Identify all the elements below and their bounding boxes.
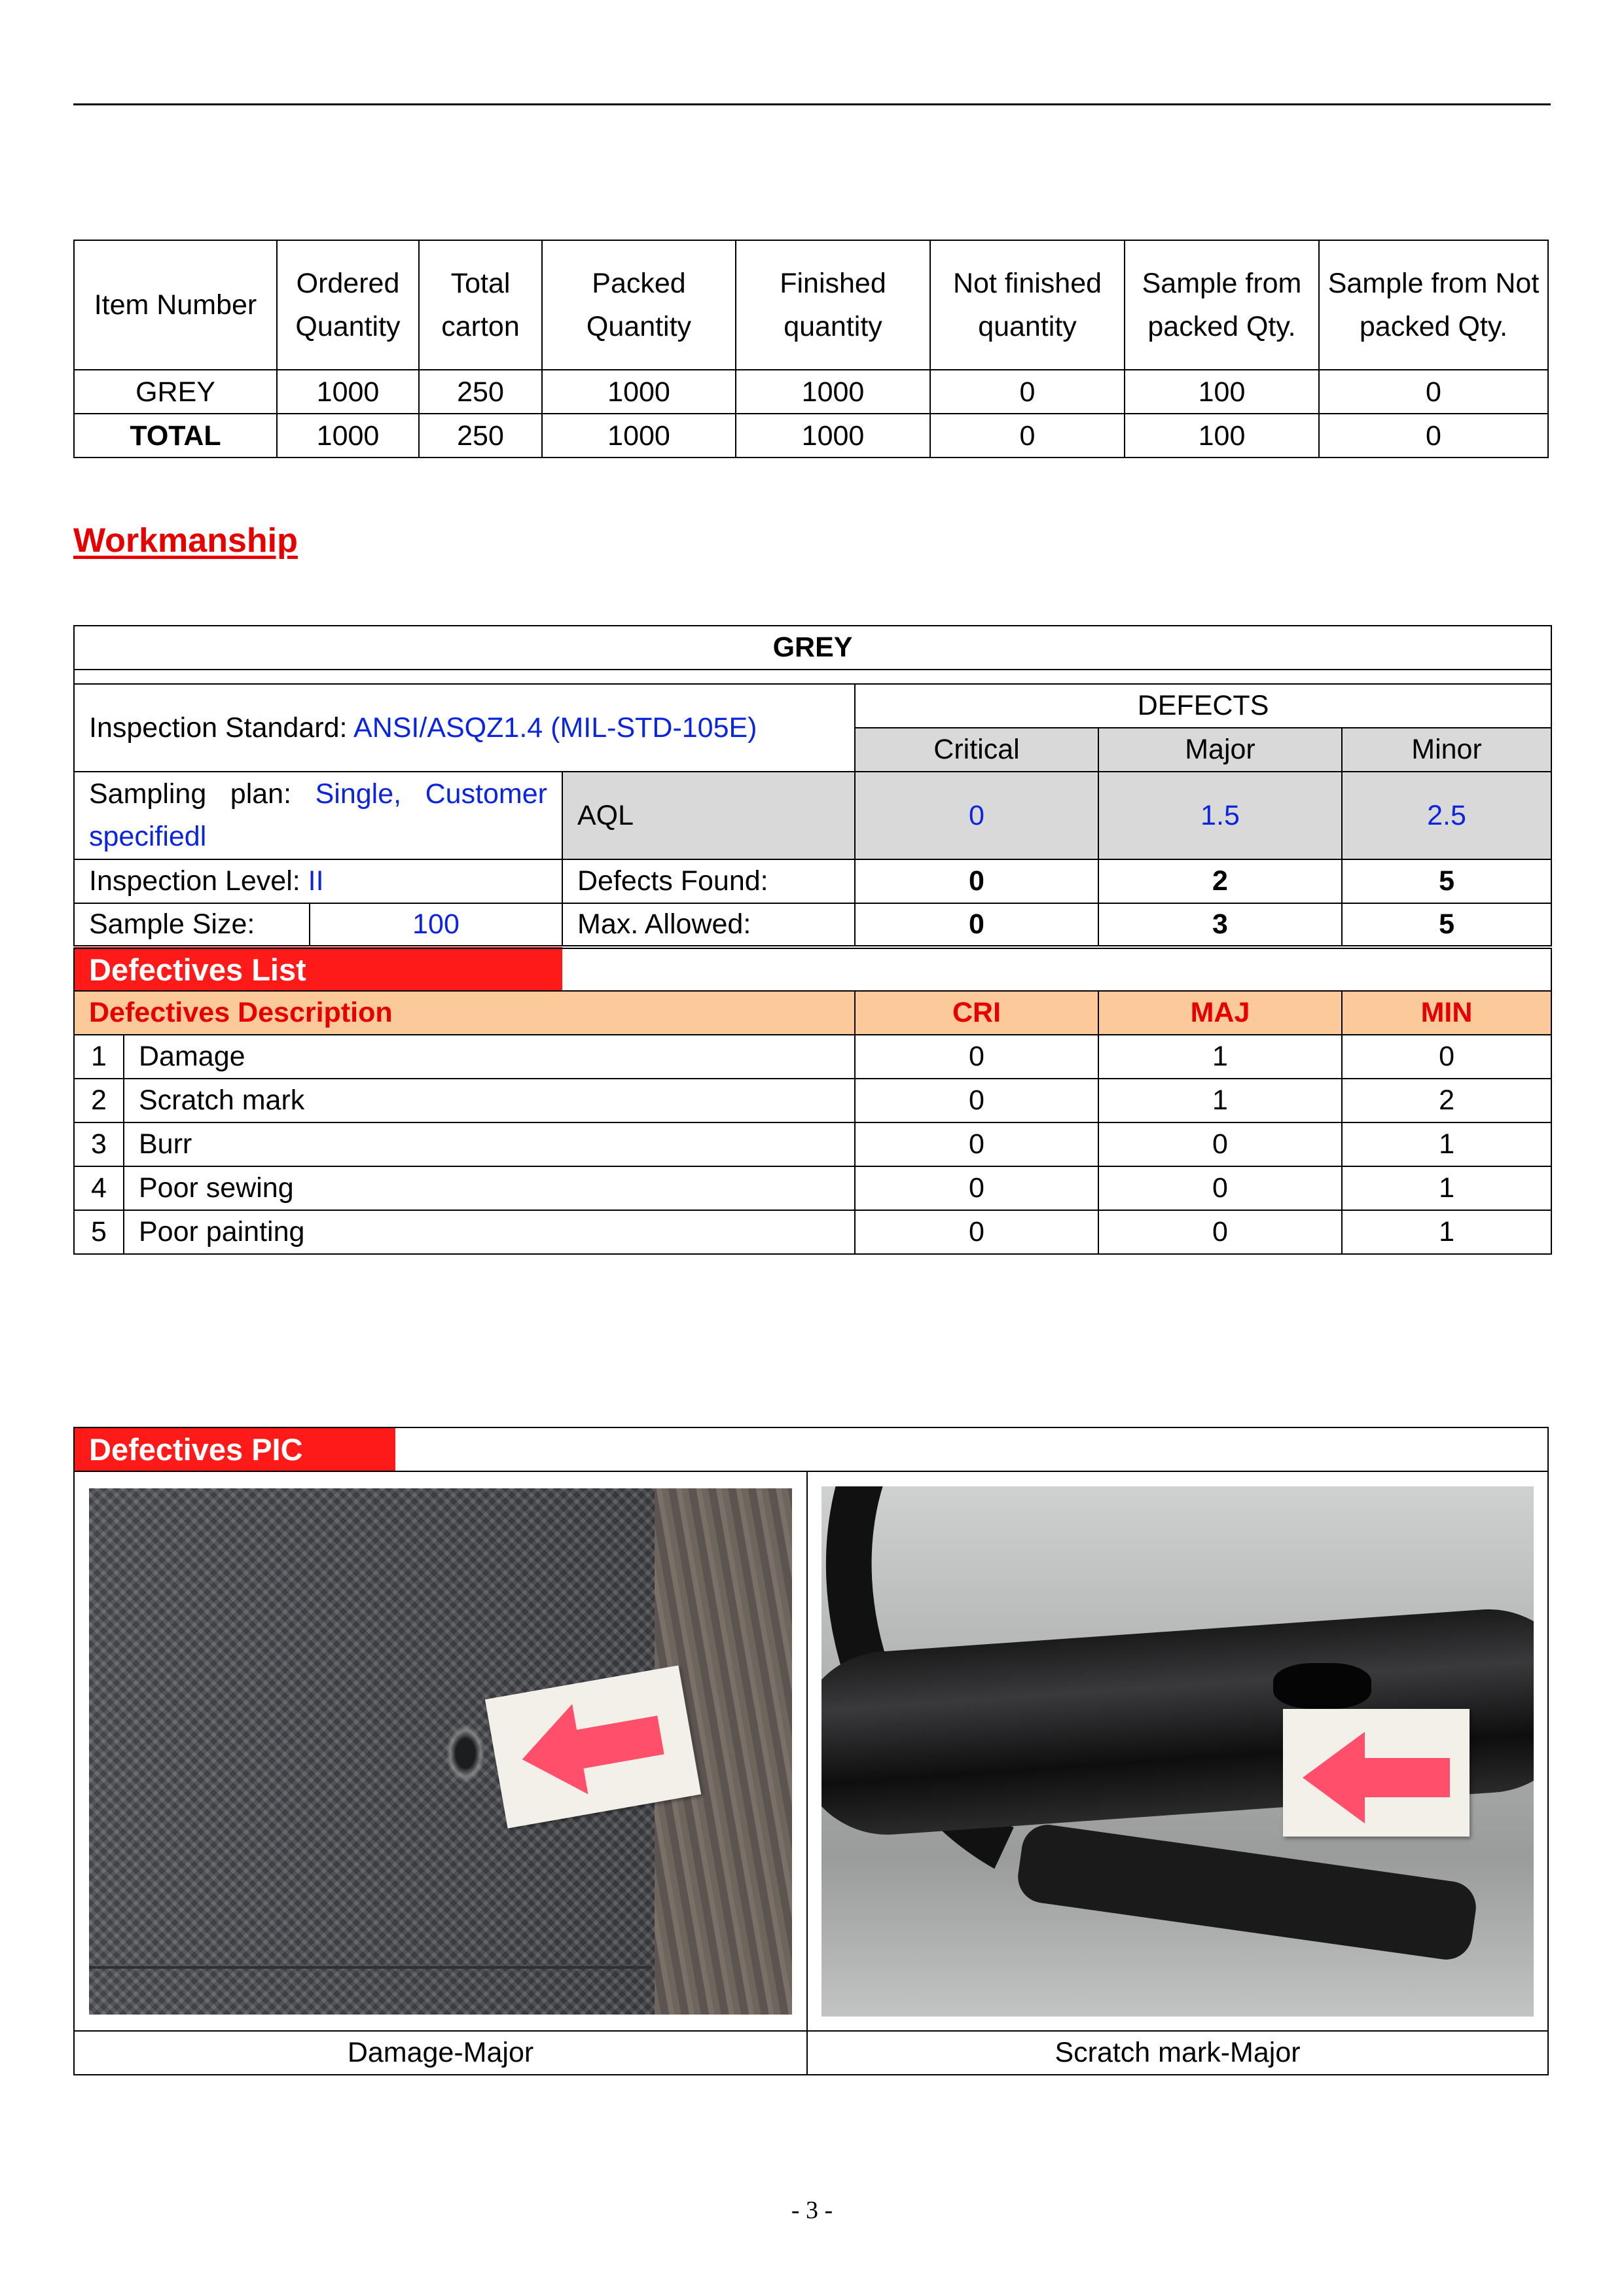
table-row-total [74,414,1548,457]
sampling-plan-label: Sampling plan: [89,778,292,810]
cell: 1000 [542,414,736,457]
min-value: 1 [1342,1210,1551,1254]
item-title: GREY [74,626,1551,670]
header-not-finished-quantity: Not finished quantity [930,240,1125,370]
row-number: 2 [74,1079,124,1122]
cell: 0 [1319,370,1548,414]
inspection-level-label: Inspection Level: [89,865,300,897]
inspection-level-value: II [308,865,324,897]
cell: 250 [419,370,542,414]
cell: 100 [1125,370,1319,414]
min-header: MIN [1342,991,1551,1035]
quantity-header-row [74,240,1548,370]
table-row [74,1166,1551,1210]
min-value: 2 [1342,1079,1551,1122]
table-row [74,1122,1551,1166]
maj-value: 0 [1098,1122,1342,1166]
header-packed-quantity: Packed Quantity [542,240,736,370]
defectives-description-header: Defectives Description [74,991,855,1035]
header-rule [73,103,1551,105]
level-major: Major [1098,728,1342,772]
row-number: 5 [74,1210,124,1254]
cell: 1000 [736,370,930,414]
cell: 0 [930,370,1125,414]
cell: 1000 [277,414,419,457]
level-critical: Critical [855,728,1098,772]
row-number: 4 [74,1166,124,1210]
cell: 0 [1319,414,1548,457]
cell: GREY [74,370,277,414]
cri-value: 0 [855,1079,1098,1122]
damage-caption: Damage-Major [74,2031,807,2075]
sampling-plan [74,772,562,859]
aql-label: AQL [562,772,855,859]
section-title: Workmanship [73,522,298,560]
cell: 250 [419,414,542,457]
sample-size-value: 100 [310,903,562,947]
defects-found-label: Defects Found: [562,859,855,903]
min-value: 0 [1342,1035,1551,1079]
quantity-table [73,240,1549,458]
table-row [74,1035,1551,1079]
sample-size-label: Sample Size: [74,903,310,947]
arrow-left-icon [1283,1709,1470,1837]
header-sample-packed: Sample from packed Qty. [1125,240,1319,370]
row-number: 1 [74,1035,124,1079]
defect-description: Poor sewing [124,1166,855,1210]
max-allowed-critical: 0 [855,903,1098,947]
header-ordered-quantity: Ordered Quantity [277,240,419,370]
defects-found-major: 2 [1098,859,1342,903]
max-allowed-major: 3 [1098,903,1342,947]
max-allowed-label: Max. Allowed: [562,903,855,947]
page-number: - 3 - [791,2197,833,2224]
defect-description: Scratch mark [124,1079,855,1122]
aql-major: 1.5 [1098,772,1342,859]
level-minor: Minor [1342,728,1551,772]
cell: 0 [930,414,1125,457]
cri-value: 0 [855,1166,1098,1210]
sampling-plan-value: Single, Customer specifiedl [89,778,547,852]
inspection-level [74,859,562,903]
scratch-photo [821,1486,1534,2017]
min-value: 1 [1342,1122,1551,1166]
cri-value: 0 [855,1122,1098,1166]
cell: 1000 [736,414,930,457]
item-title-row [74,626,1551,670]
defectives-header-row [74,991,1551,1035]
max-allowed-minor: 5 [1342,903,1551,947]
header-sample-not-packed: Sample from Not packed Qty. [1319,240,1548,370]
defect-description: Poor painting [124,1210,855,1254]
min-value: 1 [1342,1166,1551,1210]
defectives-pic-title: Defectives PIC [75,1428,395,1471]
scratch-caption: Scratch mark-Major [807,2031,1548,2075]
defects-found-critical: 0 [855,859,1098,903]
defect-description: Damage [124,1035,855,1079]
cri-header: CRI [855,991,1098,1035]
cell: 1000 [277,370,419,414]
aql-critical: 0 [855,772,1098,859]
inspection-standard [74,684,855,772]
table-row [74,1210,1551,1254]
defectives-list-title: Defectives List [89,952,306,987]
maj-value: 0 [1098,1210,1342,1254]
defectives-pic-table [73,1427,1549,2075]
defect-description: Burr [124,1122,855,1166]
defects-header: DEFECTS [855,684,1551,728]
cri-value: 0 [855,1210,1098,1254]
cell: 1000 [542,370,736,414]
workmanship-table [73,625,1552,1255]
cell: 100 [1125,414,1319,457]
aql-minor: 2.5 [1342,772,1551,859]
defects-found-minor: 5 [1342,859,1551,903]
header-total-carton: Total carton [419,240,542,370]
maj-value: 1 [1098,1035,1342,1079]
maj-value: 1 [1098,1079,1342,1122]
inspection-standard-value: ANSI/ASQZ1.4 (MIL-STD-105E) [353,711,757,744]
inspection-standard-label: Inspection Standard: [89,711,348,744]
header-item-number: Item Number [74,240,277,370]
cell: TOTAL [74,414,277,457]
cri-value: 0 [855,1035,1098,1079]
row-number: 3 [74,1122,124,1166]
maj-header: MAJ [1098,991,1342,1035]
header-finished-quantity: Finished quantity [736,240,930,370]
maj-value: 0 [1098,1166,1342,1210]
damage-photo [89,1488,792,2015]
table-row [74,370,1548,414]
table-row [74,1079,1551,1122]
